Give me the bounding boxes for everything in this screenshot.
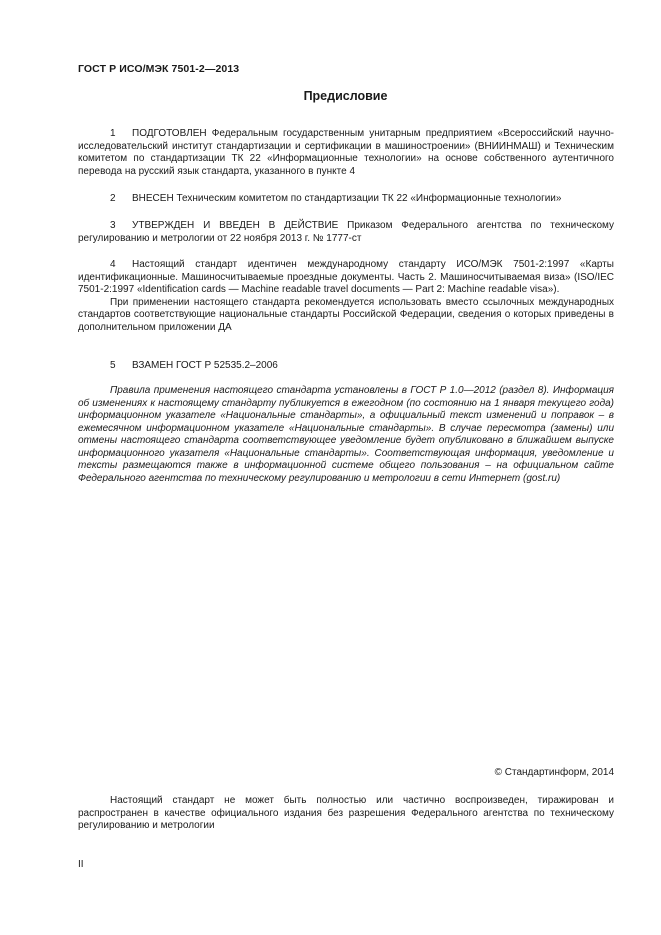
foreword-item-5 [78,360,614,373]
item-number: 5 [110,360,116,371]
reproduction-notice [78,795,614,833]
item-number: 4 [110,259,116,270]
item-text: ПОДГОТОВЛЕН Федеральным государственным унитарным предприятием «Всероссийский научно-исследовательский институт стандартизации и сертификации в машиностроении» (ВНИИНМАШ) и Техническим комитетом по стандартизации ТК 22 «Информационные технологии» на основе собственного аутентичного перевода на русский язык стандарта, указанного в пункте 4 [78,128,614,177]
item-text: ВЗАМЕН ГОСТ Р 52535.2–2006 [132,360,278,371]
item-text: ВНЕСЕН Техническим комитетом по стандартизации ТК 22 «Информационные технологии» [132,193,562,204]
item-extra-paragraph: При применении настоящего стандарта рекомендуется использовать вместо ссылочных международных стандартов соответствующие национальные стандарты Российской Федерации, сведения о которых приведены в дополнительном приложении ДА [78,296,614,333]
foreword-item-4 [78,259,614,334]
item-text: УТВЕРЖДЕН И ВВЕДЕН В ДЕЙСТВИЕ Приказом Федерального агентства по техническому регулированию и метрологии от 22 ноября 2013 г. № 1777-ст [78,220,614,244]
item-number: 2 [110,193,116,204]
item-text: Настоящий стандарт идентичен международному стандарту ИСО/МЭК 7501-2:1997 «Карты идентификационные. Машиносчитываемые проездные документы. Часть 2. Машиносчитываемая виза» (ISO/IEC 7501-2:1997 «Identification cards — Machine readable travel documents — Part 2: Machine readable visa»). [78,259,614,295]
rules-note-text: Правила применения настоящего стандарта установлены в ГОСТ Р 1.0—2012 (раздел 8). Информация об изменениях к настоящему стандарту публикуется в ежегодном (по состоянию на 1 января текущего года) информационном указателе «Национальные стандарты», а официальный текст изменений и поправок – в ежемесячном информационном указателе «Национальные стандарты». В случае пересмотра (замены) или отмены настоящего стандарта соответствующее уведомление будет опубликовано в ближайшем выпуске информационного указателя «Национальные стандарты». Соответствующая информация, уведомление и тексты размещаются также в информационной системе общего пользования – на официальном сайте Федерального агентства по техническому регулированию и метрологии в сети Интернет (gost.ru) [78,385,614,484]
foreword-item-2 [78,193,614,206]
page-number: II [78,859,84,870]
reproduction-notice-text: Настоящий стандарт не может быть полностью или частично воспроизведен, тиражирован и распространен в качестве официального издания без разрешения Федерального агентства по техническому регулированию и метрологии [78,795,614,831]
foreword-item-3 [78,220,614,245]
page-title: Предисловие [303,89,388,103]
rules-note [78,385,614,485]
foreword-item-1 [78,128,614,178]
item-number: 3 [110,220,116,231]
item-number: 1 [110,128,116,139]
copyright-line: © Стандартинформ, 2014 [494,767,614,778]
document-header: ГОСТ Р ИСО/МЭК 7501-2—2013 [78,63,240,75]
